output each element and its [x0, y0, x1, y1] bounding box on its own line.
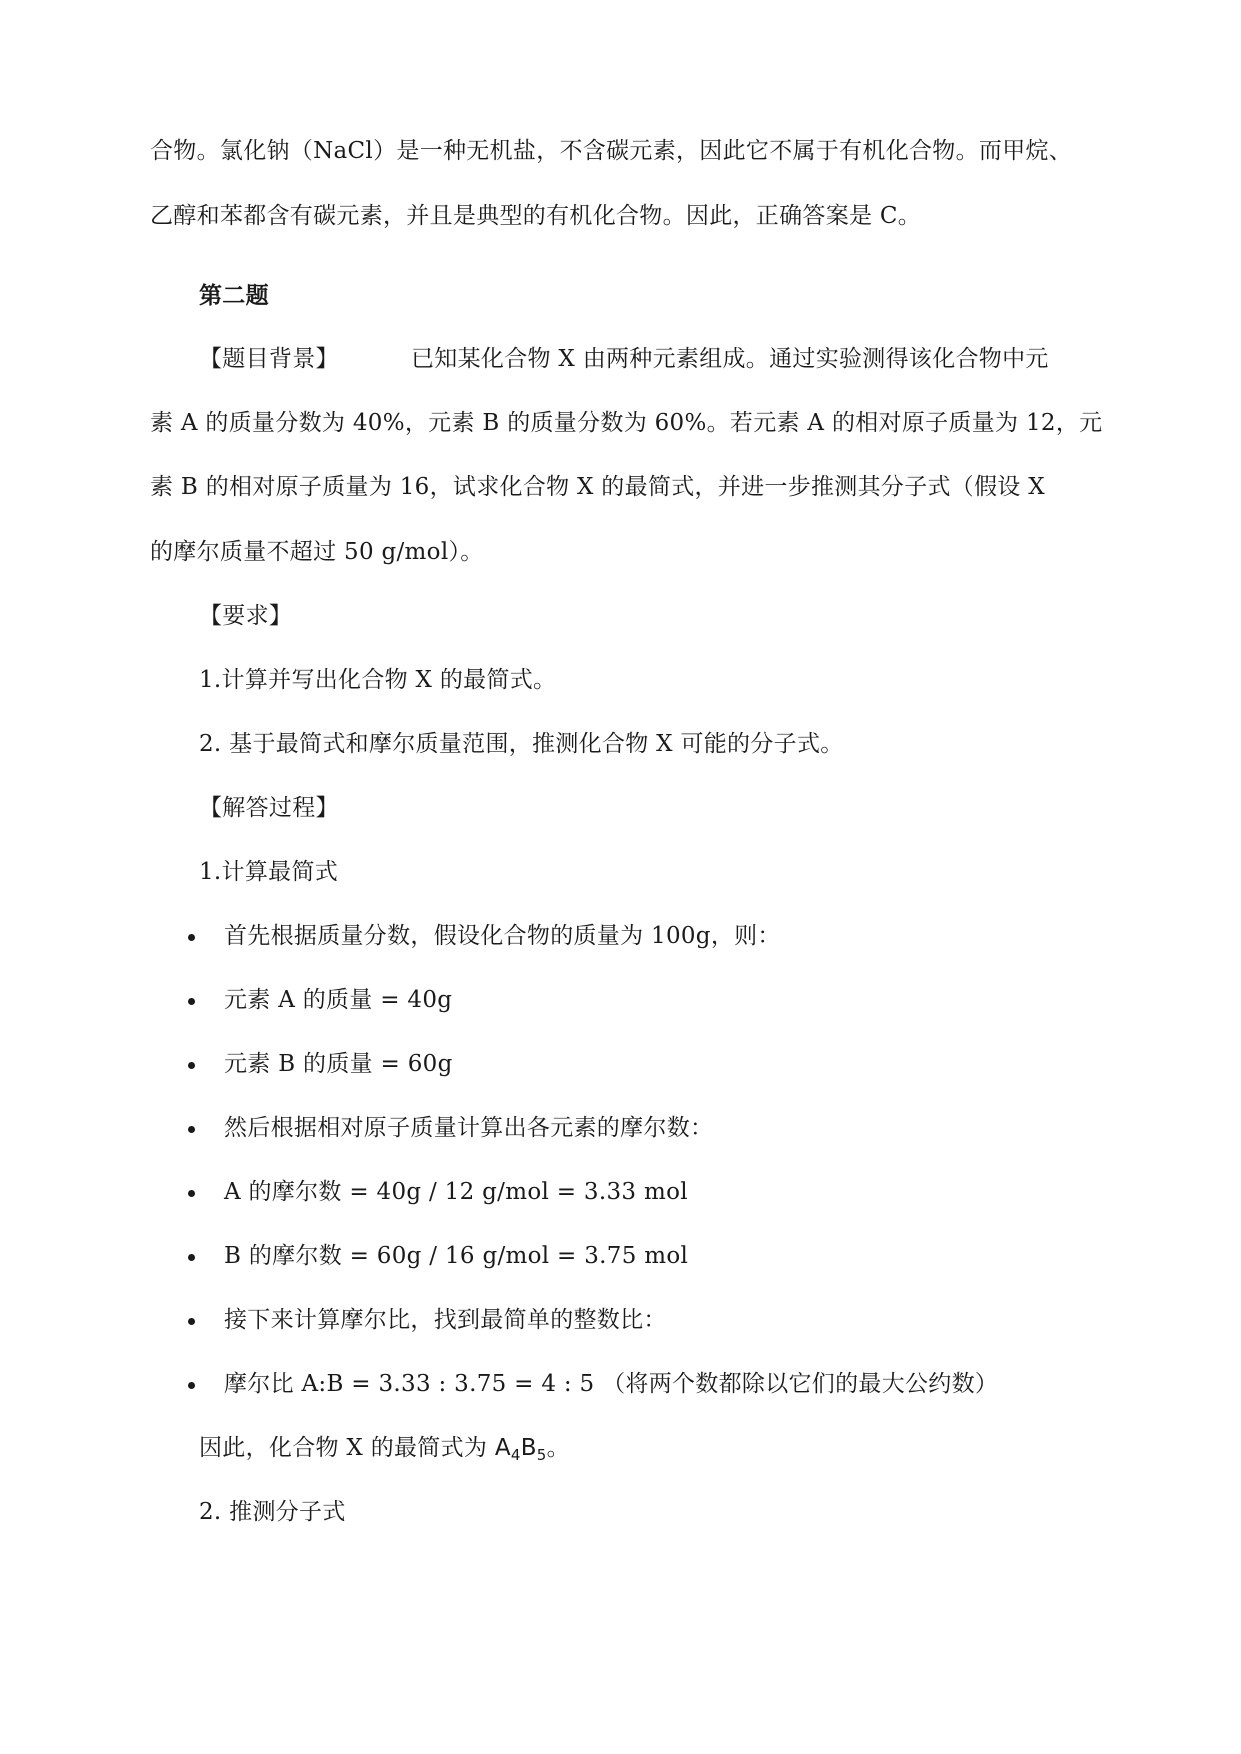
bullet-dot: [188, 1126, 195, 1133]
bullet-item: 元素 A 的质量 = 40g: [224, 987, 453, 1013]
conclusion-line: [199, 1433, 570, 1470]
bullet-item: 元素 B 的质量 = 60g: [224, 1051, 453, 1077]
background-label: 【题目背景】: [199, 346, 339, 372]
bullet-dot: [188, 1382, 195, 1389]
requirement-item-2: 2. 基于最简式和摩尔质量范围，推测化合物 X 可能的分子式。: [199, 731, 844, 757]
formula-b: B: [520, 1435, 537, 1461]
background-line-3: 素 B 的相对原子质量为 16，试求化合物 X 的最简式，并进一步推测其分子式（假设 X: [150, 474, 1045, 500]
bullet-dot: [188, 998, 195, 1005]
conclusion-prefix: 因此，化合物 X 的最简式为: [199, 1435, 495, 1461]
formula-a: A: [494, 1435, 511, 1461]
bullet-item: 首先根据质量分数，假设化合物的质量为 100g，则：: [224, 923, 781, 949]
conclusion-suffix: 。: [546, 1435, 570, 1461]
intro-line-1: 合物。氯化钠（NaCl）是一种无机盐，不含碳元素，因此它不属于有机化合物。而甲烷、: [150, 138, 1073, 164]
background-line-2: 素 A 的质量分数为 40%，元素 B 的质量分数为 60%。若元素 A 的相对原子质量为 12，元: [150, 410, 1103, 436]
formula-a-subscript: 4: [510, 1446, 521, 1464]
background-line-4: 的摩尔质量不超过 50 g/mol）。: [150, 539, 484, 565]
bullet-dot: [188, 1062, 195, 1069]
bullet-item: 然后根据相对原子质量计算出各元素的摩尔数：: [224, 1115, 714, 1141]
step1-title: 1.计算最简式: [199, 859, 339, 885]
bullet-item: 摩尔比 A:B = 3.33 : 3.75 = 4 : 5 （将两个数都除以它们的最大公约数）: [224, 1371, 999, 1397]
bullet-dot: [188, 1190, 195, 1197]
step2-title: 2. 推测分子式: [199, 1499, 346, 1525]
bullet-item: A 的摩尔数 = 40g / 12 g/mol = 3.33 mol: [224, 1179, 688, 1205]
requirement-item-1: 1.计算并写出化合物 X 的最简式。: [199, 667, 557, 693]
background-line-1: 已知某化合物 X 由两种元素组成。通过实验测得该化合物中元: [411, 346, 1049, 372]
bullet-dot: [188, 1318, 195, 1325]
bullet-item: 接下来计算摩尔比，找到最简单的整数比：: [224, 1307, 667, 1333]
bullet-item: B 的摩尔数 = 60g / 16 g/mol = 3.75 mol: [224, 1243, 689, 1269]
intro-line-2: 乙醇和苯都含有碳元素，并且是典型的有机化合物。因此，正确答案是 C。: [150, 203, 922, 229]
section-title: 第二题: [199, 282, 269, 309]
bullet-dot: [188, 934, 195, 941]
requirements-label: 【要求】: [199, 603, 293, 629]
formula-b-subscript: 5: [536, 1446, 547, 1464]
bullet-dot: [188, 1254, 195, 1261]
solution-label: 【解答过程】: [199, 795, 339, 821]
